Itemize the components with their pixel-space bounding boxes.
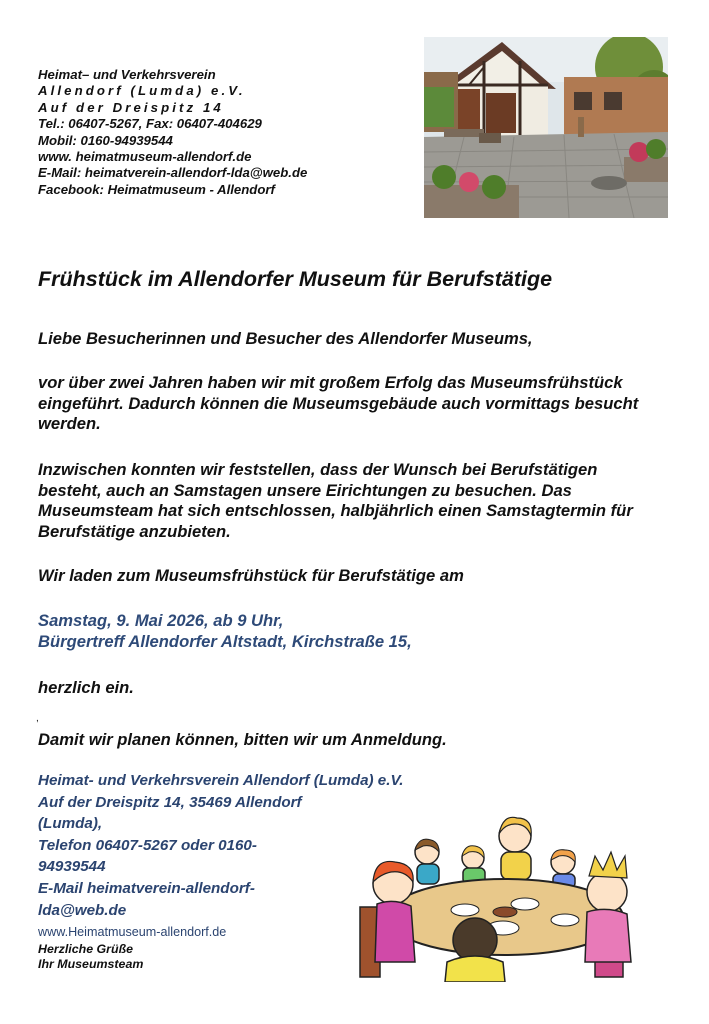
paragraph-line: besteht, auch an Samstagen unsere Eirichtungen zu besuchen. Das bbox=[38, 480, 572, 500]
paragraph-intro bbox=[38, 373, 709, 435]
signoff-line: Herzliche Grüße bbox=[38, 942, 134, 956]
signoff bbox=[38, 942, 143, 972]
header-address bbox=[38, 67, 307, 198]
greeting: Liebe Besucherinnen und Besucher des Allendorfer Museums, bbox=[38, 329, 533, 348]
contact-line: Heimat- und Verkehrsverein Allendorf (Lumda) e.V. bbox=[38, 772, 404, 789]
contact-line: 94939544 bbox=[38, 858, 106, 876]
paragraph-saturday bbox=[38, 460, 709, 542]
contact-line: E-Mail heimatverein-allendorf- bbox=[38, 879, 255, 897]
paragraph-line: vor über zwei Jahren haben wir mit großem Erfolg das Museumsfrühstück bbox=[38, 373, 623, 392]
event-place: Bürgertreff Allendorfer Altstadt, Kirchstraße 15, bbox=[38, 631, 412, 651]
paragraph-line: Berufstätige anzubieten. bbox=[38, 521, 231, 541]
stray-mark: , bbox=[36, 713, 39, 724]
header-line: E-Mail: heimatverein-allendorf-lda@web.de bbox=[38, 165, 308, 181]
header-line: Heimat– und Verkehrsverein bbox=[38, 67, 216, 82]
header-line: Tel.: 06407-5267, Fax: 06407-404629 bbox=[38, 116, 262, 132]
event-date: Samstag, 9. Mai 2026, ab 9 Uhr, bbox=[38, 611, 284, 630]
contact-block bbox=[38, 770, 404, 921]
contact-line: Telefon 06407-5267 oder 0160- bbox=[38, 836, 257, 854]
paragraph-line: werden. bbox=[38, 414, 101, 434]
header-line: Allendorf (Lumda) e.V. bbox=[38, 83, 246, 99]
museum-courtyard-photo bbox=[424, 37, 668, 218]
header-line: Facebook: Heimatmuseum - Allendorf bbox=[38, 181, 275, 197]
contact-line: (Lumda), bbox=[38, 815, 103, 833]
header-line: Auf der Dreispitz 14 bbox=[38, 99, 224, 115]
registration-text: Damit wir planen können, bitten wir um Anmeldung. bbox=[38, 730, 447, 749]
contact-line: lda@web.de bbox=[38, 901, 127, 919]
signoff-line: Ihr Museumsteam bbox=[38, 957, 144, 972]
invite-text: Wir laden zum Museumsfrühstück für Berufstätige am bbox=[38, 566, 464, 585]
header-line: Mobil: 0160-94939544 bbox=[38, 132, 173, 148]
breakfast-clipart bbox=[355, 812, 655, 982]
event-details bbox=[38, 611, 709, 652]
contact-line: Auf der Dreispitz 14, 35469 Allendorf bbox=[38, 793, 302, 811]
paragraph-line: Inzwischen konnten wir feststellen, dass der Wunsch bei Berufstätigen bbox=[38, 460, 598, 479]
header-line: www. heimatmuseum-allendorf.de bbox=[38, 149, 252, 165]
website-link[interactable]: www.Heimatmuseum-allendorf.de bbox=[38, 925, 227, 939]
paragraph-line: Museumsteam hat sich entschlossen, halbjährlich einen Samstagtermin für bbox=[38, 501, 633, 521]
paragraph-line: eingeführt. Dadurch können die Museumsgebäude auch vormittags besucht bbox=[38, 393, 639, 413]
page-title: Frühstück im Allendorfer Museum für Berufstätige bbox=[38, 267, 553, 291]
closing-text: herzlich ein. bbox=[38, 678, 134, 697]
